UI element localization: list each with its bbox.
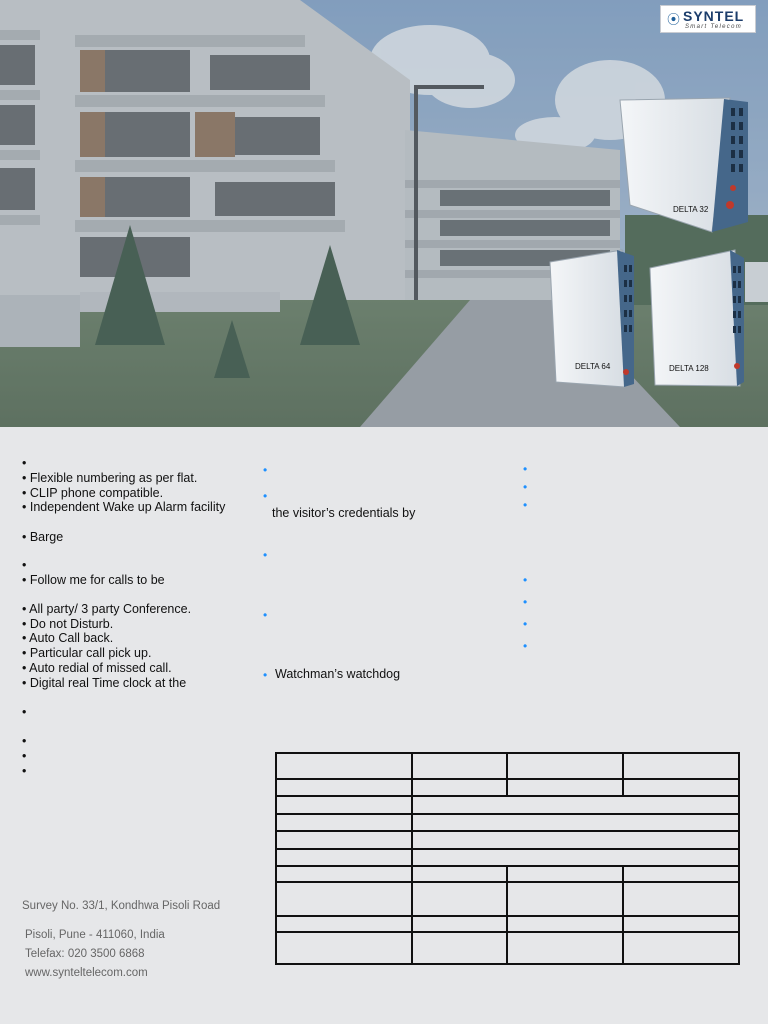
table-cell: [276, 796, 412, 813]
table-cell: [412, 831, 739, 848]
delta-128-label: DELTA 128: [669, 364, 709, 373]
table-cell: [507, 916, 623, 932]
blue-bullet: •: [523, 617, 528, 631]
blue-bullet: •: [523, 462, 528, 476]
feature-conference: • All party/ 3 party Conference.: [22, 602, 192, 616]
table-cell: [276, 779, 412, 796]
table-cell: [276, 882, 412, 916]
feature-bullet: •: [22, 558, 27, 572]
table-cell: [412, 849, 739, 866]
table-cell: [507, 866, 623, 882]
table-cell: [623, 932, 739, 964]
blue-bullet: •: [523, 573, 528, 587]
hero-image: [0, 0, 768, 427]
hero-illustration: [0, 0, 768, 427]
table-cell: [412, 916, 507, 932]
table-cell: [507, 753, 623, 779]
delta-64-label: DELTA 64: [575, 362, 611, 371]
table-cell: [412, 779, 507, 796]
syntel-swirl-icon: ⦿: [667, 12, 681, 27]
table-cell: [623, 779, 739, 796]
feature-flexible-numbering: • Flexible numbering as per flat.: [22, 471, 198, 485]
blue-bullet: •: [523, 498, 528, 512]
table-cell: [276, 814, 412, 831]
brand-tagline: Smart Telecom: [685, 24, 743, 30]
blue-bullet: •: [263, 463, 268, 477]
blue-bullet: •: [523, 595, 528, 609]
table-row: [276, 814, 739, 831]
delta-32-label: DELTA 32: [673, 205, 709, 214]
feature-bullet: •: [22, 705, 27, 719]
table-row: [276, 753, 739, 779]
table-row: [276, 831, 739, 848]
table-cell: [276, 932, 412, 964]
feature-wake-up-alarm: • Independent Wake up Alarm facility: [22, 500, 226, 514]
table-cell: [412, 882, 507, 916]
blue-bullet: •: [263, 548, 268, 562]
specification-table: [275, 752, 740, 965]
feature-bullet: •: [22, 764, 27, 778]
table-cell: [623, 916, 739, 932]
table-cell: [276, 753, 412, 779]
table-cell: [412, 814, 739, 831]
feature-watchman-watchdog: Watchman’s watchdog: [275, 667, 401, 681]
table-cell: [507, 779, 623, 796]
table-cell: [412, 866, 507, 882]
feature-bullet: •: [22, 456, 27, 470]
blue-bullet: •: [263, 668, 268, 682]
blue-bullet: •: [523, 480, 528, 494]
table-row: [276, 882, 739, 916]
feature-visitor-credentials: the visitor’s credentials by: [272, 506, 416, 520]
table-row: [276, 866, 739, 882]
footer-address-line-2: Pisoli, Pune - 411060, India: [25, 929, 165, 941]
feature-auto-redial: • Auto redial of missed call.: [22, 661, 172, 675]
table-row: [276, 779, 739, 796]
table-cell: [623, 866, 739, 882]
table-cell: [412, 796, 739, 813]
table-cell: [507, 932, 623, 964]
table-cell: [412, 932, 507, 964]
feature-real-time-clock: • Digital real Time clock at the: [22, 676, 187, 690]
table-row: [276, 932, 739, 964]
feature-call-pick-up: • Particular call pick up.: [22, 646, 152, 660]
footer-address-line-1: Survey No. 33/1, Kondhwa Pisoli Road: [22, 900, 221, 912]
blue-bullet: •: [263, 608, 268, 622]
feature-bullet: •: [22, 734, 27, 748]
feature-barge: • Barge: [22, 530, 64, 544]
table-cell: [623, 753, 739, 779]
table-cell: [412, 753, 507, 779]
footer-website-link[interactable]: www.synteltelecom.com: [25, 967, 148, 979]
feature-bullet: •: [22, 749, 27, 763]
blue-bullet: •: [523, 639, 528, 653]
table-row: [276, 796, 739, 813]
feature-auto-call-back: • Auto Call back.: [22, 631, 114, 645]
brand-name: SYNTEL: [683, 8, 745, 24]
blue-bullet: •: [263, 489, 268, 503]
feature-do-not-disturb: • Do not Disturb.: [22, 617, 114, 631]
table-row: [276, 849, 739, 866]
table-cell: [623, 882, 739, 916]
table-cell: [276, 916, 412, 932]
table-cell: [276, 849, 412, 866]
table-cell: [507, 882, 623, 916]
feature-clip-phone: • CLIP phone compatible.: [22, 486, 164, 500]
table-row: [276, 916, 739, 932]
syntel-logo: [660, 5, 756, 33]
table-cell: [276, 831, 412, 848]
footer-telefax: Telefax: 020 3500 6868: [25, 948, 145, 960]
table-cell: [276, 866, 412, 882]
feature-follow-me: • Follow me for calls to be: [22, 573, 165, 587]
